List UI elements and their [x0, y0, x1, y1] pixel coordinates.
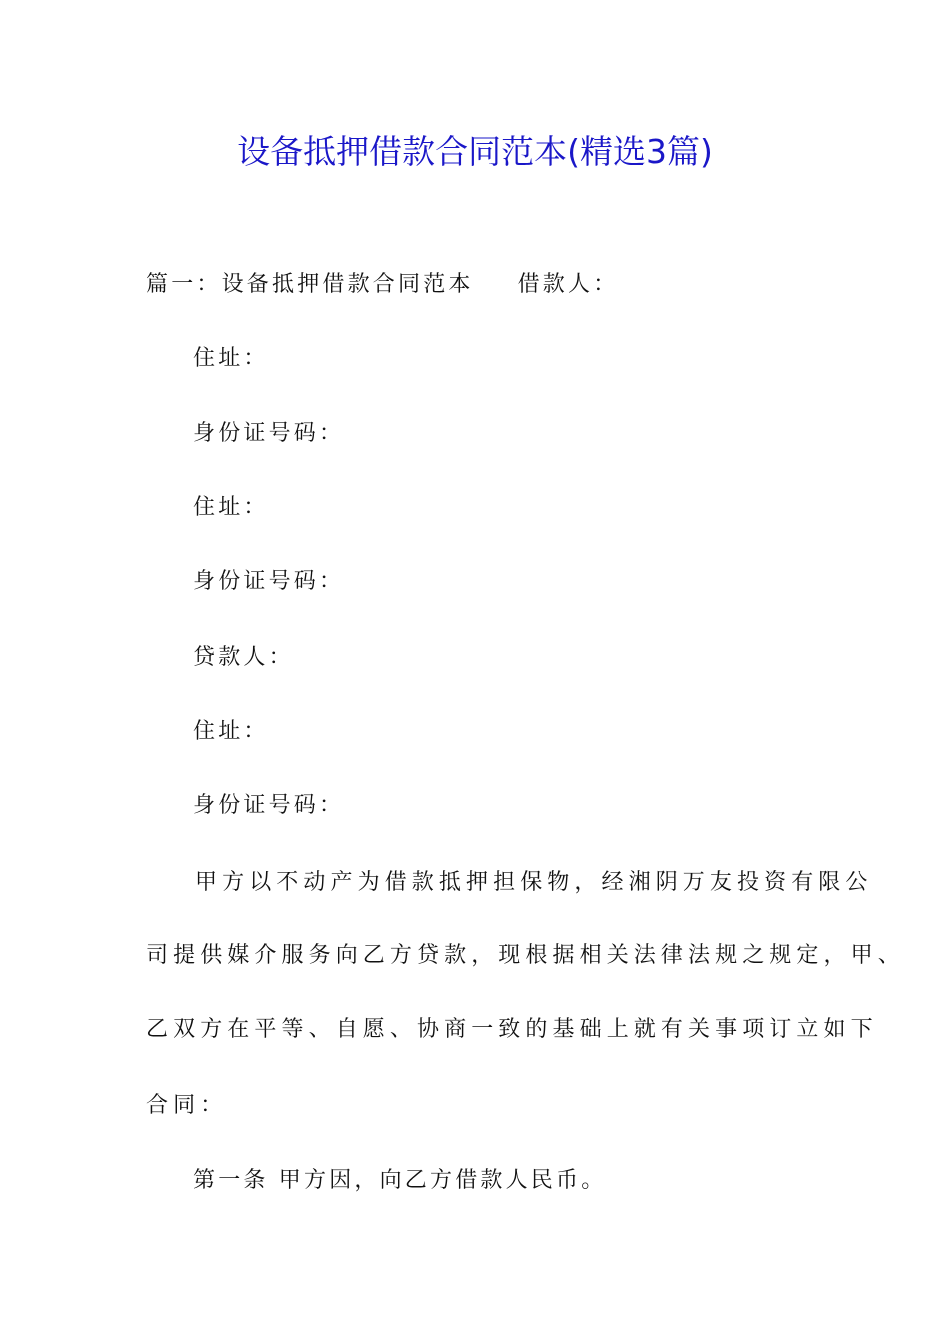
article-1: 第一条 甲方因，向乙方借款人民币。 — [193, 1168, 607, 1193]
section-heading-line — [146, 270, 618, 300]
field-lender: 贷款人： — [193, 645, 294, 670]
borrower-label: 借款人： — [517, 272, 619, 297]
document-title: 设备抵押借款合同范本(精选3篇) — [237, 132, 713, 171]
field-id-number-2: 身份证号码： — [193, 569, 345, 594]
paragraph-line-4: 合同： — [146, 1093, 228, 1118]
field-id-number-3: 身份证号码： — [193, 793, 345, 818]
paragraph-line-3: 乙双方在平等、自愿、协商一致的基础上就有关事项订立如下 — [146, 1017, 878, 1042]
field-address-3: 住址： — [193, 719, 269, 744]
field-id-number-1: 身份证号码： — [193, 421, 345, 446]
section-heading: 篇一：设备抵押借款合同范本 — [146, 272, 474, 297]
field-address-2: 住址： — [193, 495, 269, 520]
paragraph-line-1: 甲方以不动产为借款抵押担保物，经湘阴万友投资有限公 — [195, 870, 873, 895]
paragraph-line-2: 司提供媒介服务向乙方贷款，现根据相关法律法规之规定，甲、 — [146, 943, 905, 968]
field-address-1: 住址： — [193, 346, 269, 371]
